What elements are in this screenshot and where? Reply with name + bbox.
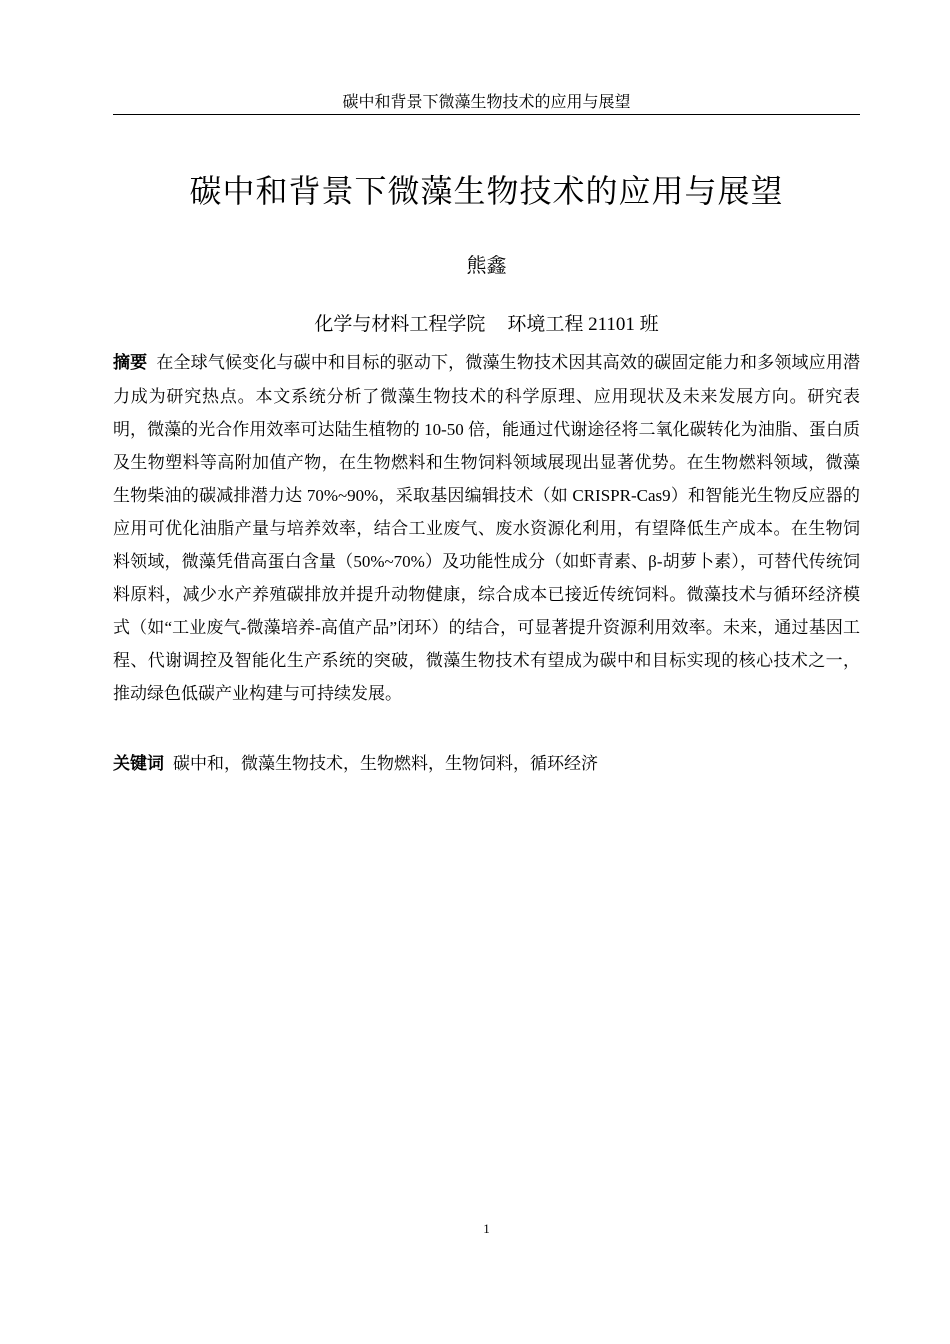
keywords xyxy=(113,747,860,781)
affiliation-school: 化学与材料工程学院 xyxy=(314,314,486,335)
keywords-label: 关键词 xyxy=(113,754,164,774)
abstract xyxy=(113,346,860,710)
abstract-text: 在全球气候变化与碳中和目标的驱动下，微藻生物技术因其高效的碳固定能力和多领域应用潜力成为研究热点。本文系统分析了微藻生物技术的科学原理、应用现状及未来发展方向。研究表明，微藻的光合作用效率可达陆生植物的 10-50 倍，能通过代谢途径将二氧化碳转化为油脂、蛋白质及生物塑料等高附加值产物，在生物燃料和生物饲料领域展现出显著优势。在生物燃料领域，微藻生物柴油的碳减排潜力达 70%~90%，采取基因编辑技术（如 CRISPR-Cas9）和智能光生物反应器的应用可优化油脂产量与培养效率，结合工业废气、废水资源化利用，有望降低生产成本。在生物饲料领域，微藻凭借高蛋白含量（50%~70%）及功能性成分（如虾青素、β-胡萝卜素），可替代传统饲料原料，减少水产养殖碳排放并提升动物健康，综合成本已接近传统饲料。微藻技术与循环经济模式（如“工业废气-微藻培养-高值产品”闭环）的结合，可显著提升资源利用效率。未来，通过基因工程、代谢调控及智能化生产系统的突破，微藻生物技术有望成为碳中和目标实现的核心技术之一，推动绿色低碳产业构建与可持续发展。 xyxy=(113,353,861,703)
paper-title: 碳中和背景下微藻生物技术的应用与展望 xyxy=(189,173,784,209)
page-number: 1 xyxy=(483,1221,490,1236)
running-header: 碳中和背景下微藻生物技术的应用与展望 xyxy=(342,94,631,111)
abstract-label: 摘要 xyxy=(113,353,148,373)
header-rule xyxy=(113,114,860,115)
author-name: 熊鑫 xyxy=(466,255,507,277)
affiliation-class: 环境工程 21101 班 xyxy=(507,314,659,335)
affiliation xyxy=(113,311,860,339)
keywords-text: 碳中和，微藻生物技术，生物燃料，生物饲料，循环经济 xyxy=(173,754,598,773)
